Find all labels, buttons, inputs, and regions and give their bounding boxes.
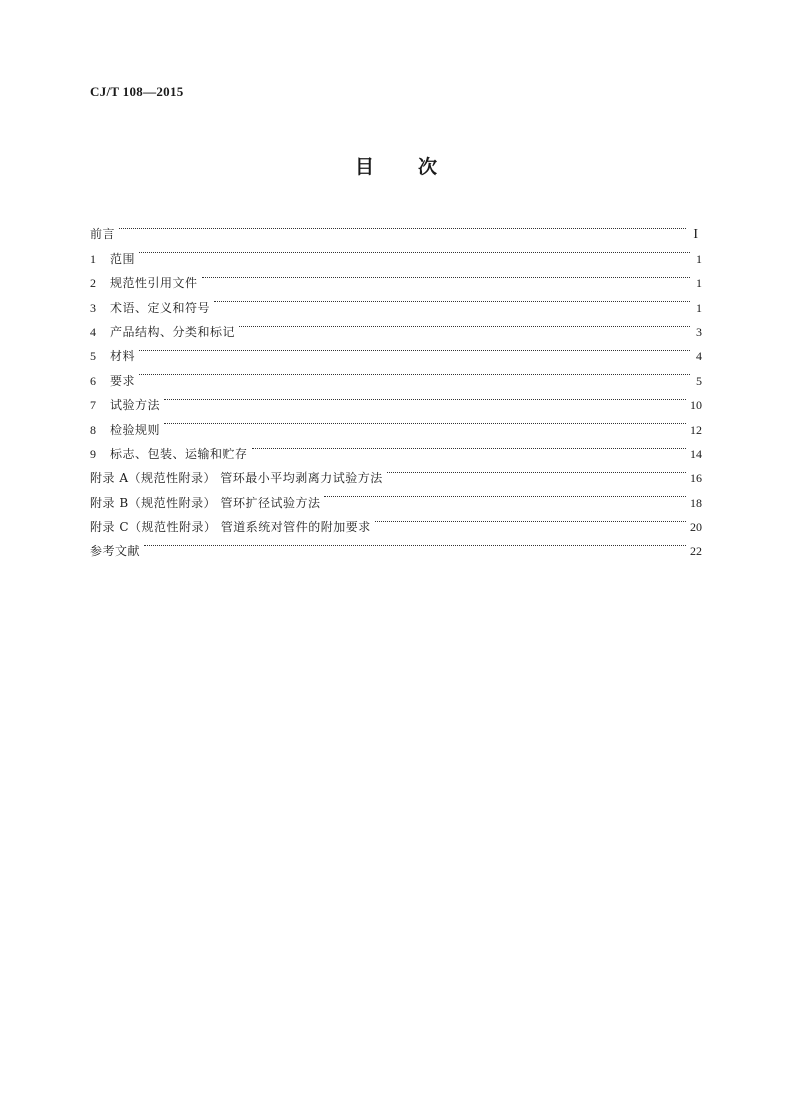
toc-entry-page: 1: [696, 276, 702, 291]
toc-entry-page: 14: [690, 446, 702, 461]
toc-leader-dots: [144, 531, 686, 555]
toc-entry-6[interactable]: [90, 360, 702, 388]
table-of-contents: [90, 214, 702, 559]
toc-leader-dots: [387, 458, 686, 482]
toc-entry-page: 20: [690, 520, 702, 535]
toc-entry-page: 16: [690, 471, 702, 486]
toc-entry-title: 要求: [110, 373, 136, 388]
toc-leader-dots: [164, 385, 686, 409]
toc-entry-page: 18: [690, 495, 702, 510]
toc-entry-title: 产品结构、分类和标记: [110, 324, 236, 339]
toc-leader-dots: [164, 409, 686, 433]
toc-leader-dots: [139, 336, 690, 360]
toc-entry-1[interactable]: [90, 238, 702, 266]
toc-leader-dots: [202, 263, 690, 287]
toc-entry-page: 22: [690, 544, 702, 559]
toc-entry-title: 规范性引用文件: [110, 276, 198, 291]
toc-entry-page: 4: [696, 349, 702, 364]
toc-entry-title: 附录 A（规范性附录） 管环最小平均剥离力试验方法: [90, 471, 383, 486]
toc-entry-page: 12: [690, 422, 702, 437]
toc-entry-5[interactable]: [90, 336, 702, 364]
toc-entry-references[interactable]: [90, 531, 702, 559]
toc-entry-page: 5: [696, 373, 702, 388]
toc-entry-title: 材料: [110, 349, 136, 364]
toc-heading-char-1: 目: [354, 156, 374, 178]
toc-entry-page: 1: [696, 300, 702, 315]
toc-leader-dots: [139, 238, 690, 262]
toc-leader-dots: [324, 482, 686, 506]
toc-entry-page: 3: [696, 324, 702, 339]
toc-entry-7[interactable]: [90, 385, 702, 413]
toc-entry-8[interactable]: [90, 409, 702, 437]
toc-entry-title: 附录 B（规范性附录） 管环扩径试验方法: [90, 495, 321, 510]
toc-entry-number: 9: [90, 446, 96, 461]
toc-entry-title: 前言: [90, 227, 116, 242]
toc-entry-9[interactable]: [90, 434, 702, 461]
standard-code: CJ/T 108—2015: [90, 84, 184, 99]
toc-entry-number: 1: [90, 251, 96, 266]
toc-entry-number: 8: [90, 422, 96, 437]
toc-leader-dots: [375, 507, 686, 531]
toc-leader-dots: [239, 312, 690, 336]
toc-entry-page: 1: [696, 251, 702, 266]
toc-entry-2[interactable]: [90, 263, 702, 291]
toc-entry-title: 范围: [110, 251, 136, 266]
toc-entry-number: 4: [90, 324, 96, 339]
toc-entry-foreword[interactable]: [90, 214, 702, 243]
toc-entry-title: 术语、定义和符号: [110, 300, 211, 315]
toc-entry-number: 5: [90, 349, 96, 364]
toc-entry-title: 检验规则: [110, 422, 161, 437]
toc-heading: [0, 152, 792, 179]
toc-heading-char-2: 次: [418, 156, 438, 178]
toc-entry-number: 3: [90, 300, 96, 315]
toc-entry-page: 10: [690, 398, 702, 413]
toc-leader-dots: [214, 287, 690, 311]
toc-entry-number: 7: [90, 398, 96, 413]
toc-entry-title: 参考文献: [90, 544, 141, 559]
toc-entry-page: I: [693, 227, 698, 243]
toc-leader-dots: [119, 214, 686, 238]
toc-entry-number: 6: [90, 373, 96, 388]
toc-leader-dots: [252, 434, 686, 458]
toc-entry-title: 附录 C（规范性附录） 管道系统对管件的附加要求: [90, 520, 371, 535]
toc-entry-title: 标志、包装、运输和贮存: [110, 446, 248, 461]
toc-entry-number: 2: [90, 276, 96, 291]
toc-entry-title: 试验方法: [110, 398, 161, 413]
toc-leader-dots: [139, 360, 690, 384]
